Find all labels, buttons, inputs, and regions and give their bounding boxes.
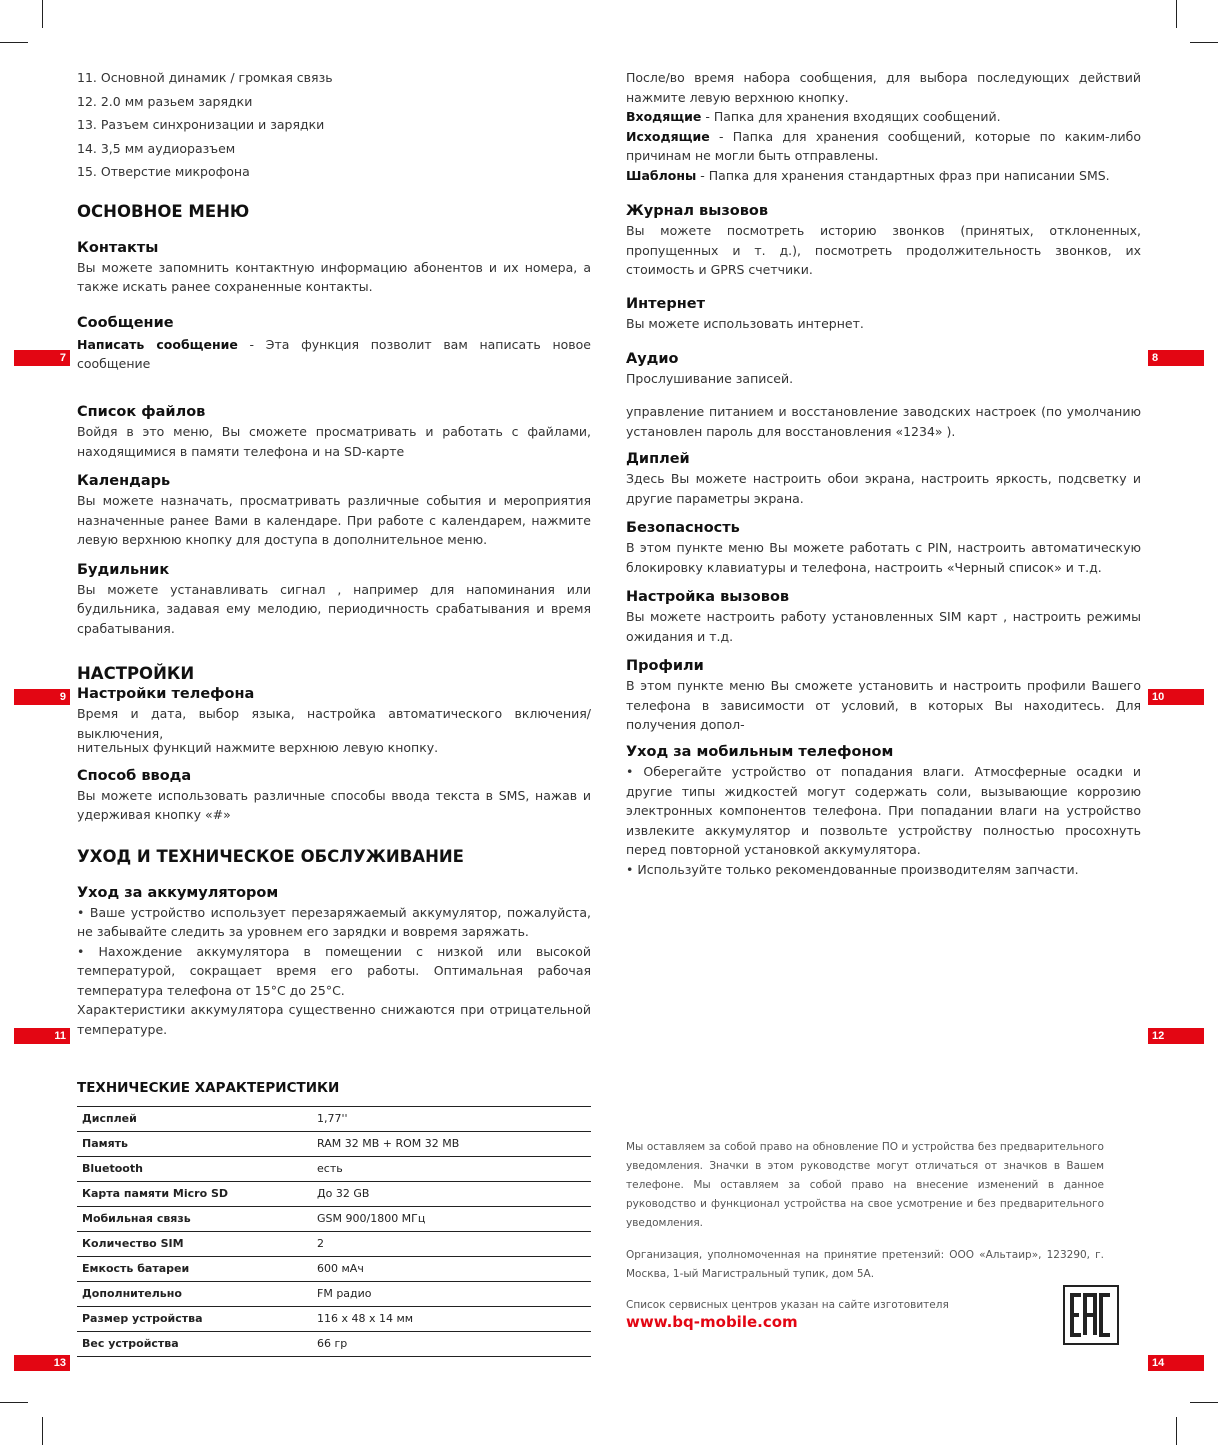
crop-mark <box>0 1402 28 1403</box>
paragraph: Вы можете использовать интернет. <box>626 315 864 331</box>
section-heading: Настройки телефона <box>77 686 255 702</box>
section-title: НАСТРОЙКИ <box>77 664 195 683</box>
paragraph: Вы можете устанавливать сигнал , например для напоминания или будильника, задавая ему мелодию, периодичность срабатывания и время срабатывания. <box>77 581 591 636</box>
paragraph <box>626 107 1141 127</box>
page-number-8: 8 <box>1148 350 1204 366</box>
paragraph: Вы можете запомнить контактную информацию абонентов и их номера, а также искать ранее сохраненные контакты. <box>77 259 591 294</box>
paragraph: После/во время набора сообщения, для выбора последующих действий нажмите левую верхнюю кнопку. <box>626 70 1141 105</box>
spec-value: FM радио <box>312 1282 591 1307</box>
spec-key: Вес устройства <box>77 1332 312 1357</box>
term-label: Написать сообщение <box>77 336 238 352</box>
spec-row <box>77 1182 591 1207</box>
paragraph: Прослушивание записей. <box>626 371 794 386</box>
paragraph: Вы можете посмотреть историю звонков (принятых, отклоненных, пропущенных и т. д.), посмотреть продолжительность звонков, их стоимость и GPRS счетчики. <box>626 223 1141 277</box>
crop-mark <box>42 0 43 28</box>
page-8 <box>626 68 1141 389</box>
term-text: - Эта функция позволит вам написать новое сообщение <box>77 336 591 371</box>
spec-row <box>77 1107 591 1132</box>
org-text: Организация, уполномоченная на принятие претензий: ООО «Альтаир», 123290, г. Москва, 1-ый Магистральный тупик, дом 5А. <box>626 1249 1104 1280</box>
page-number-13: 13 <box>14 1355 70 1371</box>
spec-value: 2 <box>312 1232 591 1257</box>
spec-key: Дополнительно <box>77 1282 312 1307</box>
spec-value: 116 х 48 х 14 мм <box>312 1307 591 1332</box>
spec-row <box>77 1207 591 1232</box>
spec-row <box>77 1257 591 1282</box>
spec-row <box>77 1307 591 1332</box>
page-11 <box>77 738 591 1039</box>
spec-value: GSM 900/1800 МГц <box>312 1207 591 1232</box>
section-heading: Список файлов <box>77 404 206 420</box>
list-item: 14. 3,5 мм аудиоразъем <box>77 140 236 156</box>
paragraph <box>626 127 1141 166</box>
crop-mark <box>1176 1417 1177 1445</box>
list-item: 11. Основной динамик / громкая связь <box>77 70 333 85</box>
paragraph: В этом пункте меню Вы сможете установить и настроить профили Вашего телефона в зависимости от условий, в которых Вы находитесь. Для получения допол- <box>626 678 1141 732</box>
section-heading: Будильник <box>77 561 170 578</box>
spec-value: 1,77'' <box>312 1107 591 1132</box>
paragraph: Вы можете использовать различные способы ввода текста в SMS, нажав и удерживая кнопку «#» <box>77 787 591 822</box>
spec-key: Память <box>77 1132 312 1157</box>
page-12 <box>626 742 1141 879</box>
spec-key: Размер устройства <box>77 1307 312 1332</box>
section-title: УХОД И ТЕХНИЧЕСКОЕ ОБСЛУЖИВАНИЕ <box>77 846 464 866</box>
section-title: ОСНОВНОЕ МЕНЮ <box>77 201 250 221</box>
term-label: Входящие <box>626 109 702 124</box>
service-text: Список сервисных центров указан на сайте изготовителя <box>626 1299 949 1311</box>
page-9 <box>77 402 591 743</box>
paragraph: Вы можете назначать, просматривать различные события и мероприятия назначенные ранее Вами в календаре. При работе с календарем, нажмите левую верхнюю кнопку для доступа в дополнительное меню. <box>77 493 591 547</box>
spec-row <box>77 1282 591 1307</box>
term-text: - Папка для хранения сообщений, которые по каким-либо причинам не могли быть отправлены. <box>626 128 1141 163</box>
eac-certification-mark <box>1063 1285 1119 1345</box>
spec-key: Емкость батареи <box>77 1257 312 1282</box>
term-label: Шаблоны <box>626 167 697 183</box>
section-title: ТЕХНИЧЕСКИЕ ХАРАКТЕРИСТИКИ <box>77 1080 340 1096</box>
crop-mark <box>42 1417 43 1445</box>
spec-row <box>77 1157 591 1182</box>
spec-row <box>77 1232 591 1257</box>
section-heading: Аудио <box>626 351 679 367</box>
term-label: Исходящие <box>626 128 710 144</box>
spec-value: RAM 32 MB + ROM 32 MB <box>312 1132 591 1157</box>
section-heading: Диплей <box>626 451 690 467</box>
page-number-14: 14 <box>1148 1355 1204 1371</box>
list-item: 15. Отверстие микрофона <box>77 164 250 179</box>
spec-value: 66 гр <box>312 1332 591 1357</box>
eac-logo-icon <box>1065 1287 1117 1343</box>
section-heading: Уход за мобильным телефоном <box>626 744 894 760</box>
crop-mark <box>1176 0 1177 28</box>
section-heading: Способ ввода <box>77 767 192 784</box>
notice-text: Мы оставляем за собой право на обновление ПО и устройства без предварительного уведомления. Значки в этом руководстве могут отличаться от значков в Вашем телефоне. Мы оставляем за собой право на внесение изменений в данное руководство и функционал устройства на свое усмотрение и без предварительного уведомления. <box>626 1141 1104 1229</box>
paragraph <box>77 335 591 374</box>
section-heading: Настройка вызовов <box>626 589 790 605</box>
section-heading: Сообщение <box>77 314 174 331</box>
page-number-12: 12 <box>1148 1028 1204 1044</box>
section-heading: Календарь <box>77 473 171 489</box>
paragraph: Вы можете настроить работу установленных SIM карт , настроить режимы ожидания и т.д. <box>626 609 1141 644</box>
component-list <box>77 68 591 182</box>
section-heading: Профили <box>626 658 704 674</box>
crop-mark <box>1190 42 1218 43</box>
page-number-10: 10 <box>1148 689 1204 705</box>
spec-key: Количество SIM <box>77 1232 312 1257</box>
spec-row <box>77 1132 591 1157</box>
spec-key: Дисплей <box>77 1107 312 1132</box>
term-text: - Папка для хранения входящих сообщений. <box>701 109 1001 124</box>
paragraph: В этом пункте меню Вы можете работать с PIN, настроить автоматическую блокировку клавиатуры и телефона, настроить «Черный список» и т.д. <box>626 540 1141 575</box>
spec-value: До 32 GB <box>312 1182 591 1207</box>
spec-key: Мобильная связь <box>77 1207 312 1232</box>
spec-key: Карта памяти Micro SD <box>77 1182 312 1207</box>
spec-table <box>77 1106 591 1357</box>
paragraph: Время и дата, выбор языка, настройка автоматического включения/выключения, <box>77 706 591 741</box>
spec-value: есть <box>312 1157 591 1182</box>
section-heading: Уход за аккумулятором <box>77 884 279 901</box>
page-number-7: 7 <box>14 350 70 366</box>
section-heading: Интернет <box>626 295 706 312</box>
paragraph: Войдя в это меню, Вы сможете просматривать и работать с файлами, находящимися в памяти телефона и на SD-карте <box>77 424 591 459</box>
spec-key: Bluetooth <box>77 1157 312 1182</box>
paragraph: • Оберегайте устройство от попадания влаги. Атмосферные осадки и другие типы жидкостей могут содержать соли, вызывающие коррозию электронных компонентов телефона. При попадании влаги на устройство извлеките аккумулятор и позвольте устройству полностью просохнуть перед повторной установкой аккумулятора. <box>626 764 1141 857</box>
spec-value: 600 мАч <box>312 1257 591 1282</box>
paragraph: нительных функций нажмите верхнюю левую кнопку. <box>77 740 439 755</box>
page-14 <box>626 1138 1104 1333</box>
page-7 <box>77 68 591 374</box>
page-13 <box>77 1078 591 1357</box>
spec-row <box>77 1332 591 1357</box>
paragraph: • Используйте только рекомендованные производителям запчасти. <box>626 861 1079 877</box>
paragraph: Характеристики аккумулятора существенно снижаются при отрицательной температуре. <box>77 1002 591 1037</box>
section-heading: Контакты <box>77 239 159 256</box>
paragraph: • Ваше устройство использует перезаряжаемый аккумулятор, пожалуйста, не забывайте следить за уровнем его зарядки и вовремя заряжать. <box>77 904 591 939</box>
website-link[interactable]: www.bq-mobile.com <box>626 1313 798 1331</box>
list-item: 13. Разъем синхронизации и зарядки <box>77 117 325 132</box>
page-number-9: 9 <box>14 689 70 705</box>
paragraph: • Нахождение аккумулятора в помещении с низкой или высокой температурой, сокращает время его работы. Оптимальная рабочая температура телефона от 15°С до 25°С. <box>77 943 591 998</box>
term-text: - Папка для хранения стандартных фраз при написании SMS. <box>696 167 1110 183</box>
crop-mark <box>0 42 28 43</box>
paragraph <box>626 166 1141 186</box>
list-item: 12. 2.0 мм разьем зарядки <box>77 93 253 109</box>
paragraph: управление питанием и восстановление заводских настроек (по умолчанию установлен пароль для восстановления «1234» ). <box>626 404 1141 439</box>
page-number-11: 11 <box>14 1028 70 1044</box>
section-heading: Журнал вызовов <box>626 203 769 219</box>
paragraph: Здесь Вы можете настроить обои экрана, настроить яркость, подсветку и другие параметры экрана. <box>626 471 1141 506</box>
section-heading: Безопасность <box>626 520 740 536</box>
crop-mark <box>1190 1402 1218 1403</box>
page-10 <box>626 402 1141 735</box>
